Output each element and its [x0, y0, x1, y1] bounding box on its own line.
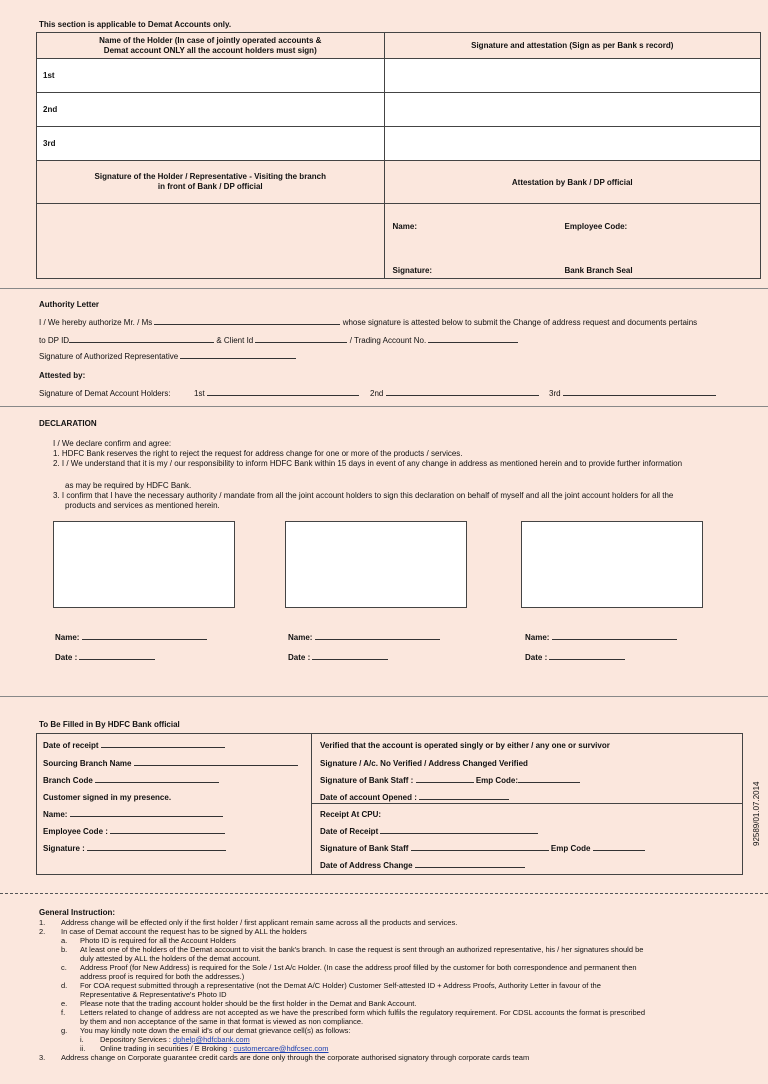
holder-1st-signature-field[interactable] — [207, 395, 359, 396]
dp-id-field[interactable] — [69, 342, 214, 343]
declaration-title: DECLARATION — [39, 419, 97, 428]
receipt-at-cpu: Receipt At CPU: — [320, 810, 382, 819]
declaration-item-1: 1. HDFC Bank reserves the right to reject the request for address change for one or more of the products / services. — [53, 449, 463, 458]
authority-line-2: to DP ID & Client Id / Trading Account No. — [39, 336, 518, 345]
holders-signature-line: Signature of Demat Account Holders: — [39, 389, 171, 398]
divider — [0, 406, 768, 407]
date-of-receipt-cpu: Date of Receipt — [320, 827, 538, 836]
attest-signature-label: Signature: — [392, 266, 433, 275]
decl-date-field-3[interactable] — [549, 659, 625, 660]
decl-date-field-1[interactable] — [79, 659, 155, 660]
client-id-field[interactable] — [255, 342, 347, 343]
divider — [0, 696, 768, 697]
attested-by-label: Attested by: — [39, 371, 86, 380]
column-divider — [311, 734, 312, 874]
trading-account-field[interactable] — [428, 342, 518, 343]
holder-3rd-sig: 3rd — [549, 389, 716, 398]
signature-cell-2nd[interactable] — [384, 93, 760, 127]
attest-name-label: Name: — [392, 222, 417, 231]
decl-date-2: Date : — [288, 653, 388, 662]
decl-date-1: Date : — [55, 653, 155, 662]
representative-name-field[interactable] — [154, 324, 340, 325]
date-account-opened-field[interactable] — [419, 799, 509, 800]
visit-branch-header: Signature of the Holder / Representative - Visiting the branch in front of Bank / DP official — [37, 161, 385, 204]
attestation-header: Attestation by Bank / DP official — [384, 161, 760, 204]
holder-3rd-signature-field[interactable] — [563, 395, 716, 396]
holder-row-3rd: 3rd — [37, 127, 385, 161]
sourcing-branch: Sourcing Branch Name — [43, 759, 298, 768]
date-address-change-field[interactable] — [415, 867, 525, 868]
customer-signed: Customer signed in my presence. — [43, 793, 172, 802]
ebroking-email-link[interactable]: customercare@hdfcsec.com — [233, 1044, 329, 1053]
general-title: General Instruction: — [39, 908, 116, 917]
decl-name-1: Name: — [55, 633, 207, 642]
date-address-change: Date of Address Change — [320, 861, 525, 870]
official-name: Name: — [43, 810, 223, 819]
authority-line-1: I / We hereby authorize Mr. / Ms whose signature is attested below to submit the Change of address request and documents pertains — [39, 318, 698, 327]
bank-official-box — [36, 733, 743, 875]
instruction-2: 2. In case of Demat account the request has to be signed by ALL the holders — [39, 927, 307, 936]
instruction-1: 1. Address change will be effected only if the first holder / first applicant remain same across all the products and services. — [39, 918, 458, 927]
decl-name-3: Name: — [525, 633, 677, 642]
official-name-field[interactable] — [70, 816, 223, 817]
staff-signature-2: Signature of Bank Staff Emp Code — [320, 844, 645, 853]
declaration-body — [53, 439, 753, 511]
date-of-receipt-field[interactable] — [101, 747, 225, 748]
holder-2nd-signature-field[interactable] — [386, 395, 539, 396]
bank-seal-label: Bank Branch Seal — [564, 266, 633, 275]
decl-name-field-3[interactable] — [552, 639, 677, 640]
declaration-item-2b: as may be required by HDFC Bank. — [65, 481, 192, 490]
declaration-item-3b: products and services as mentioned herein. — [65, 501, 220, 510]
date-of-receipt: Date of receipt — [43, 741, 225, 750]
photo-signature-box-1[interactable] — [53, 521, 235, 608]
verified-operated: Verified that the account is operated singly or by either / any one or survivor — [320, 741, 610, 750]
holder-name-header: Name of the Holder (In case of jointly operated accounts & Demat account ONLY all the account holders must sign) — [37, 33, 385, 59]
form-code: 92589/01.07.2014 — [752, 781, 761, 846]
decl-date-field-2[interactable] — [312, 659, 388, 660]
branch-code: Branch Code — [43, 776, 219, 785]
holder-2nd-sig: 2nd — [370, 389, 539, 398]
official-signature-field[interactable] — [87, 850, 226, 851]
official-signature: Signature : — [43, 844, 226, 853]
date-account-opened: Date of account Opened : — [320, 793, 509, 802]
bank-official-title: To Be Filled in By HDFC Bank official — [39, 720, 180, 729]
holder-row-2nd: 2nd — [37, 93, 385, 127]
official-emp-code-field[interactable] — [110, 833, 225, 834]
photo-signature-box-3[interactable] — [521, 521, 703, 608]
divider — [0, 288, 768, 289]
decl-name-2: Name: — [288, 633, 440, 642]
attestation-cell[interactable] — [384, 204, 760, 279]
date-of-receipt-cpu-field[interactable] — [380, 833, 538, 834]
decl-date-3: Date : — [525, 653, 625, 662]
row-divider — [311, 803, 742, 804]
staff-signature-field-2[interactable] — [411, 850, 549, 851]
declaration-intro: I / We declare confirm and agree: — [53, 439, 172, 448]
dashed-divider — [0, 893, 768, 894]
demat-table — [36, 32, 761, 279]
staff-signature-1: Signature of Bank Staff : Emp Code: — [320, 776, 580, 785]
staff-emp-code-field-2[interactable] — [593, 850, 645, 851]
authorized-rep-signature-field[interactable] — [180, 358, 296, 359]
photo-signature-box-2[interactable] — [285, 521, 467, 608]
signature-verified: Signature / A/c. No Verified / Address Changed Verified — [320, 759, 528, 768]
authority-title: Authority Letter — [39, 300, 99, 309]
declaration-item-2: 2. I / We understand that it is my / our responsibility to inform HDFC Bank within 15 days in event of any change in address as mentioned herein and to provide further information — [53, 459, 683, 468]
signature-cell-3rd[interactable] — [384, 127, 760, 161]
staff-signature-field-1[interactable] — [416, 782, 474, 783]
declaration-item-3: 3. I confirm that I have the necessary authority / mandate from all the joint account holders to sign this declaration on behalf of myself and all the joint account holders for all the — [53, 491, 674, 500]
official-emp-code: Employee Code : — [43, 827, 225, 836]
demat-intro: This section is applicable to Demat Accounts only. — [39, 20, 232, 29]
decl-name-field-1[interactable] — [82, 639, 207, 640]
signature-cell-1st[interactable] — [384, 59, 760, 93]
signature-header: Signature and attestation (Sign as per Bank s record) — [384, 33, 760, 59]
staff-emp-code-field-1[interactable] — [518, 782, 580, 783]
depository-email-link[interactable]: dphelp@hdfcbank.com — [172, 1035, 250, 1044]
holder-row-1st: 1st — [37, 59, 385, 93]
attest-emp-code-label: Employee Code: — [564, 222, 628, 231]
decl-name-field-2[interactable] — [315, 639, 440, 640]
branch-code-field[interactable] — [95, 782, 219, 783]
authority-line-3: Signature of Authorized Representative — [39, 352, 296, 361]
sourcing-branch-field[interactable] — [134, 765, 298, 766]
holder-1st-sig: 1st — [194, 389, 359, 398]
visitor-signature-cell[interactable] — [37, 204, 385, 279]
instruction-3: 3. Address change on Corporate guarantee credit cards are done only through the corporate authorised signatory through corporate cards team — [39, 1053, 530, 1062]
